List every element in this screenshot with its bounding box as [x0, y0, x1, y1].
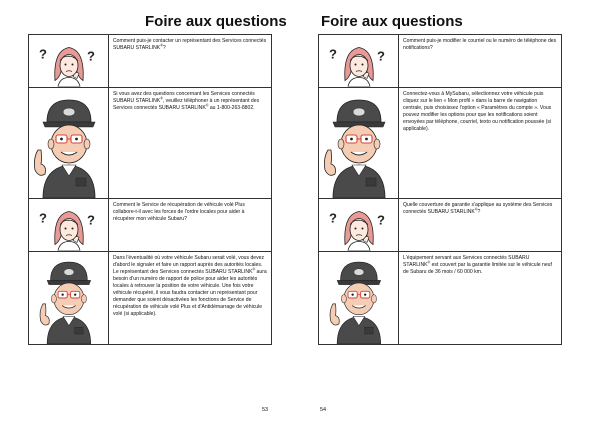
question-row	[29, 199, 271, 252]
question-text: Comment le Service de récupération de véhicule volé Plus collabore-t-il avec les forces de l'ordre locales pour aider à récupérer mon véhicule Subaru?	[113, 202, 245, 222]
answer-text: Connectez-vous à MySubaru, sélectionnez votre véhicule puis cliquez sur le lien « Mon profil » dans la barre de navigation centrale, puis choisissez l'option « Paramètres du compte ». Vous pouvez modifier les options pour que les notifications soient envoyées par téléphone, courriel, texto ou notification poussée (si applicable).	[403, 91, 552, 132]
woman-thinking-icon	[319, 199, 398, 252]
answer-text: Si vous avez des questions concernant les Services connectés SUBARU STARLINK®, veuillez téléphoner à un représentant des Services connectés SUBARU STARLINK® au 1-800-263-8802.	[113, 91, 260, 111]
woman-thinking-icon	[319, 35, 398, 88]
technician-pointing-icon	[29, 252, 108, 344]
technician-pointing-icon	[29, 88, 108, 198]
page-title: Foire aux questions	[145, 13, 287, 30]
answer-text: L'équipement servant aux Services connectés SUBARU STARLINK® est couvert par la garantie limitée sur le véhicule neuf de Subaru de 36 mois / 60 000 km.	[403, 255, 552, 275]
technician-pointing-icon	[319, 88, 398, 198]
answer-illustration	[29, 88, 109, 198]
question-text: Comment puis-je contacter un représentant des Services connectés SUBARU STARLINK®?	[113, 38, 267, 51]
answer-row	[319, 252, 561, 344]
question-illustration	[319, 35, 399, 87]
page-54	[300, 0, 600, 430]
answer-illustration	[29, 252, 109, 344]
question-row	[319, 199, 561, 252]
answer-row	[319, 88, 561, 198]
question-row	[319, 35, 561, 88]
answer-illustration	[319, 88, 399, 198]
question-illustration	[319, 199, 399, 251]
woman-thinking-icon	[29, 35, 108, 88]
faq-block-2	[318, 198, 562, 345]
question-text: Comment puis-je modifier le courriel ou le numéro de téléphone des notifications?	[403, 38, 557, 51]
question-text: Quelle couverture de garantie s'applique au système des Services connectés SUBARU STARLINK®?	[403, 202, 553, 215]
faq-block-2	[28, 198, 272, 345]
answer-illustration	[319, 252, 399, 344]
question-illustration	[29, 199, 109, 251]
page-number: 54	[320, 407, 327, 413]
faq-block-1	[28, 34, 272, 199]
question-illustration	[29, 35, 109, 87]
page-title: Foire aux questions	[321, 13, 463, 30]
answer-row	[29, 252, 271, 344]
question-row	[29, 35, 271, 88]
technician-pointing-icon	[319, 252, 398, 344]
answer-row	[29, 88, 271, 198]
faq-block-1	[318, 34, 562, 199]
answer-text: Dans l'éventualité où votre véhicule Subaru serait volé, vous devez d'abord le signaler et faire un rapport auprès des autorités locales. Le représentant des Services connectés SUBARU STARLINK® aura besoin d'un numéro de rapport de police pour aider les autorités locales à retrouver la position de votre véhicule. Une fois votre véhicule récupéré, il vous faudra contacter un représentant pour demander que soient désactivées les fonctions de Service de récupération de véhicule volé Plus et d'Antidémarrage de véhicule volé (si applicable).	[113, 255, 267, 317]
woman-thinking-icon	[29, 199, 108, 252]
page-number: 53	[262, 407, 269, 413]
